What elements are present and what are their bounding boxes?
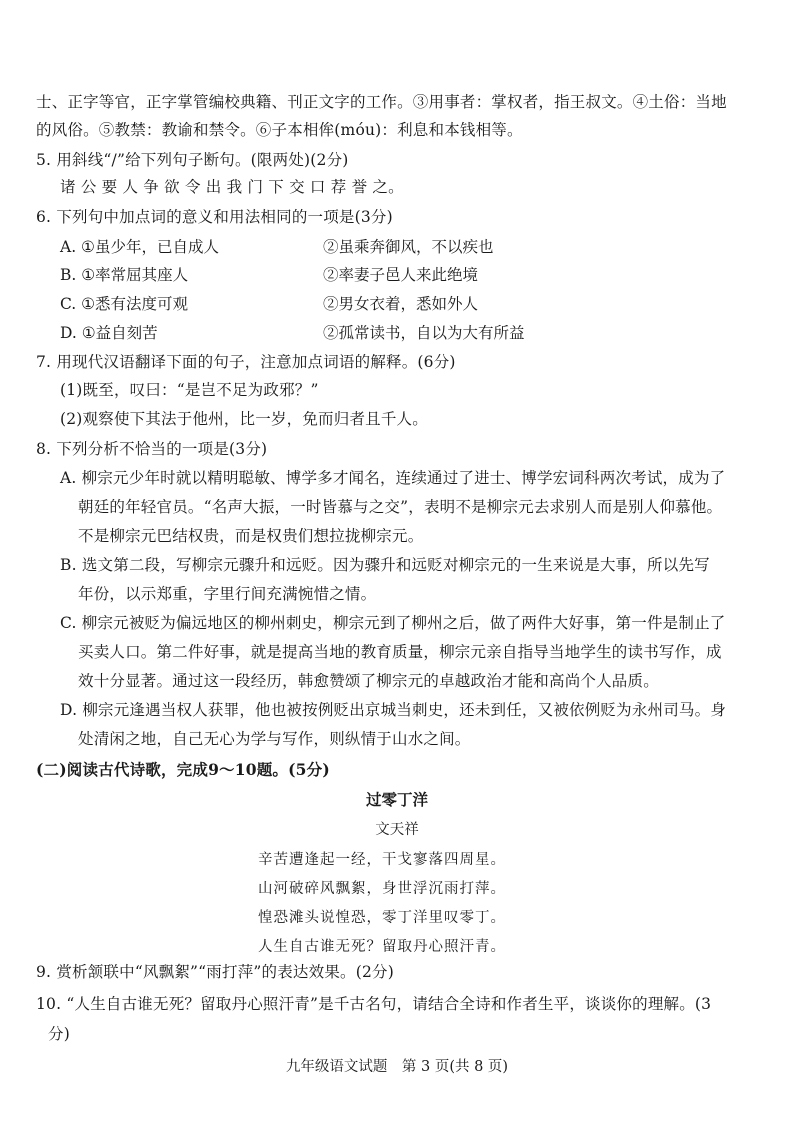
poem-line: 惶恐滩头说惶恐，零丁洋里叹零丁。 xyxy=(258,910,506,926)
q8-option-b-line-2: 年份，以示郑重，字里行间充满惋惜之情。 xyxy=(78,585,377,603)
annotation-line-1: 士、正字等官，正字掌管编校典籍、刊正文字的工作。③用事者：掌权者，指王叔文。④土俗：当地 xyxy=(36,93,727,111)
q8-option-b-line-1: B. 选文第二段，写柳宗元骤升和远贬。因为骤升和远贬对柳宗元的一生来说是大事，所以先写 xyxy=(60,556,710,574)
question-7-sentence-2: (2)观察使下其法于他州，比一岁，免而归者且千人。 xyxy=(60,410,428,428)
q6-option-b-2: ②率妻子邑人来此绝境 xyxy=(323,266,479,284)
q6-option-d-1: D. ①益自刻苦 xyxy=(60,324,158,342)
q8-option-d-line-2: 处清闲之地，自己无心为学与写作，则纵情于山水之间。 xyxy=(78,730,471,748)
poem-author: 文天祥 xyxy=(375,822,419,838)
q8-option-c-line-2: 买卖人口。第二件好事，就是提高当地的教育质量，柳宗元亲自指导当地学生的读书写作，成 xyxy=(78,643,722,661)
q8-option-a-line-2: 朝廷的年轻官员。“名声大振，一时皆慕与之交”，表明不是柳宗元去求别人而是别人仰慕他。 xyxy=(78,498,723,516)
annotation-line-2: 的风俗。⑤教禁：教谕和禁令。⑥子本相侔(móu)：利息和本钱相等。 xyxy=(36,121,523,139)
q6-option-a-2: ②虽乘奔御风，不以疾也 xyxy=(323,238,494,256)
q6-option-b-1: B. ①率常屈其座人 xyxy=(60,266,189,284)
section-2-heading: (二)阅读古代诗歌，完成9～10题。(5分) xyxy=(36,760,330,779)
question-5: 5. 用斜线“/”给下列句子断句。(限两处)(2分) xyxy=(36,151,349,169)
question-10-line-1: 10. “人生自古谁无死？留取丹心照汗青”是千古名句，请结合全诗和作者生平，谈谈你的理解。(3 xyxy=(36,995,712,1013)
question-7-sentence-1: (1)既至，叹曰：“是岂不足为政邪？” xyxy=(60,381,319,399)
page-footer: 九年级语文试题 第 3 页(共 8 页) xyxy=(285,1059,509,1075)
question-7: 7. 用现代汉语翻译下面的句子，注意加点词语的解释。(6分) xyxy=(36,353,456,371)
q6-option-c-2: ②男女衣着，悉如外人 xyxy=(323,295,479,313)
poem-line: 山河破碎风飘絮，身世浮沉雨打萍。 xyxy=(258,881,506,897)
q6-option-d-2: ②孤常读书，自以为大有所益 xyxy=(323,324,525,342)
q8-option-c-line-1: C. 柳宗元被贬为偏远地区的柳州刺史，柳宗元到了柳州之后，做了两件大好事，第一件是制止了 xyxy=(60,614,726,632)
q6-option-c-1: C. ①悉有法度可观 xyxy=(60,295,189,313)
question-10-line-2: 分) xyxy=(48,1025,70,1043)
question-5-text: 诸 公 要 人 争 欲 令 出 我 门 下 交 口 荐 誉 之。 xyxy=(60,178,404,196)
question-6: 6. 下列句中加点词的意义和用法相同的一项是(3分) xyxy=(36,208,393,226)
q6-option-a-1: A. ①虽少年，已自成人 xyxy=(60,238,219,256)
poem-line: 辛苦遭逢起一经，干戈寥落四周星。 xyxy=(258,852,506,868)
q8-option-c-line-3: 效十分显著。通过这一段经历，韩愈赞颂了柳宗元的卓越政治才能和高尚个人品质。 xyxy=(78,672,659,690)
q8-option-a-line-1: A. 柳宗元少年时就以精明聪敏、博学多才闻名，连续通过了进士、博学宏词科两次考试，成为了 xyxy=(60,469,726,487)
poem-line: 人生自古谁无死？留取丹心照汗青。 xyxy=(258,939,506,955)
q8-option-a-line-3: 不是柳宗元巴结权贵，而是权贵们想拉拢柳宗元。 xyxy=(78,527,424,545)
question-9: 9. 赏析颔联中“风飘絮”“雨打萍”的表达效果。(2分) xyxy=(36,963,394,981)
q8-option-d-line-1: D. 柳宗元逢遇当权人获罪，他也被按例贬出京城当刺史，还未到任，又被依例贬为永州司马。身 xyxy=(60,701,727,719)
question-8: 8. 下列分析不恰当的一项是(3分) xyxy=(36,440,268,458)
poem-title: 过零丁洋 xyxy=(365,790,428,809)
